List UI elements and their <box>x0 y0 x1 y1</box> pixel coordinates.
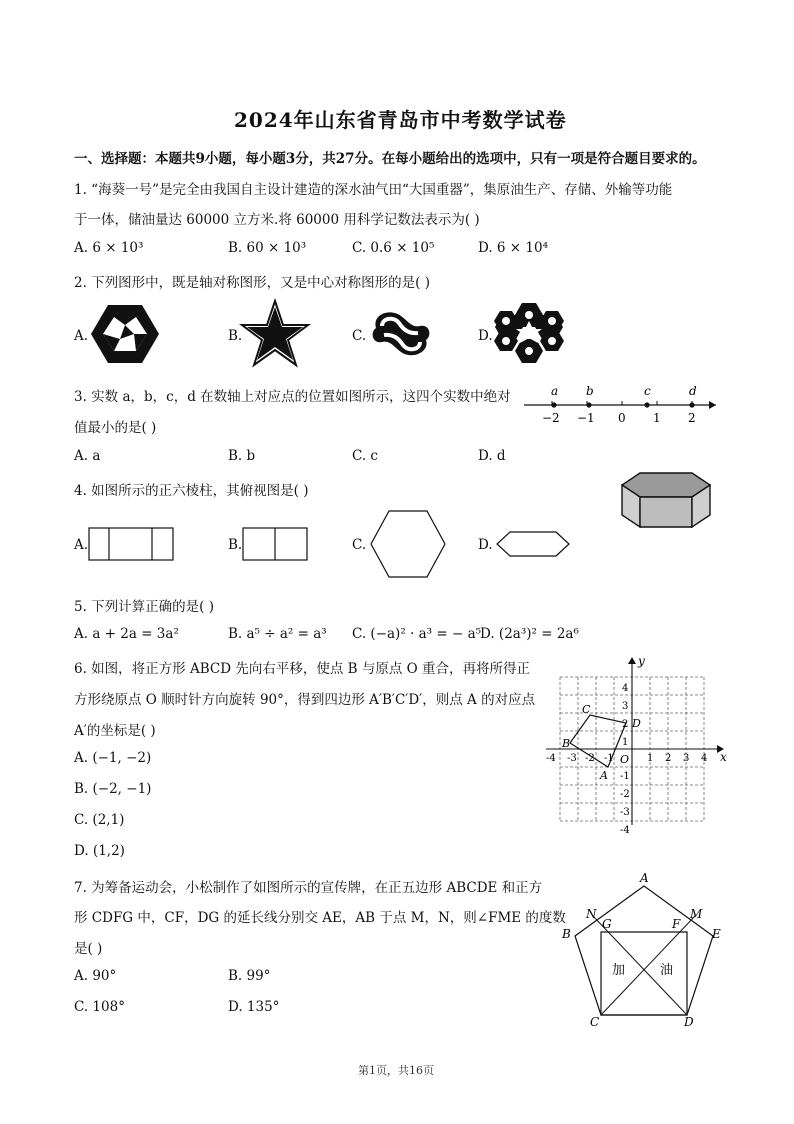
q6-option-d: D. (1,2) <box>74 843 125 859</box>
question-3-line-1: 3. 实数 a，b，c，d 在数轴上对应点的位置如图所示，这四个实数中绝对 <box>74 389 511 405</box>
question-7-line-1: 7. 为筹备运动会，小松制作了如图所示的宣传牌，在正五边形 ABCDE 和正方 <box>74 880 543 896</box>
fig-point-n: N <box>586 907 597 921</box>
q2-label-a: A. <box>74 328 89 344</box>
y-tick: 2 <box>622 719 629 730</box>
y-tick: 3 <box>622 701 629 712</box>
axis-tick-neg1: −1 <box>577 411 595 425</box>
x-tick: 3 <box>683 753 690 764</box>
x-tick: 1 <box>647 753 654 764</box>
x-tick: -3 <box>567 753 577 764</box>
y-tick: 4 <box>622 683 629 694</box>
axis-point-b: b <box>586 384 594 398</box>
y-tick: 1 <box>622 737 629 748</box>
graph-point-c: C <box>582 703 591 716</box>
q7-option-a: A. 90° <box>74 968 117 984</box>
q2-label-b: B. <box>228 328 243 344</box>
q1-option-a: A. 6 × 10³ <box>74 240 144 256</box>
fig-text-you: 油 <box>660 963 674 978</box>
x-tick: -1 <box>604 753 614 764</box>
fig-point-f: F <box>672 917 681 931</box>
q4-hex-prism <box>620 471 712 531</box>
graph-point-b: B <box>562 737 571 750</box>
axis-tick-0: 0 <box>618 411 626 425</box>
question-6-line-1: 6. 如图，将正方形 ABCD 先向右平移，使点 B 与原点 O 重合，再将所得正 <box>74 661 530 677</box>
question-7-line-3: 是( ) <box>74 941 103 957</box>
q6-coordinate-graph <box>542 655 732 835</box>
graph-point-d: D <box>632 717 641 730</box>
question-2-stem: 2. 下列图形中，既是轴对称图形，又是中心对称图形的是( ) <box>74 275 430 291</box>
q4-option-a-figure <box>88 527 174 561</box>
question-6-line-3: A′的坐标是( ) <box>74 723 156 739</box>
q2-label-c: C. <box>352 328 367 344</box>
q4-label-a: A. <box>74 537 89 553</box>
graph-y-label: y <box>638 654 645 668</box>
graph-x-label: x <box>720 750 727 764</box>
q2-figure-d <box>494 301 564 365</box>
question-7-line-2: 形 CDFG 中，CF，DG 的延长线分别交 AE，AB 于点 M，N，则∠FME 的度数 <box>74 910 566 926</box>
graph-point-a: A <box>600 769 608 782</box>
fig-point-a: A <box>640 871 649 885</box>
x-tick: 4 <box>701 753 708 764</box>
y-tick: -2 <box>620 789 630 800</box>
axis-tick-neg2: −2 <box>542 411 560 425</box>
axis-point-a: a <box>551 384 559 398</box>
q7-pentagon-figure <box>556 870 726 1030</box>
q5-option-b: B. a⁵ ÷ a² = a³ <box>228 626 327 642</box>
fig-point-g: G <box>602 917 612 931</box>
axis-point-d: d <box>689 384 697 398</box>
fig-point-b: B <box>562 927 571 941</box>
question-1-line-2: 于一体，储油量达 60000 立方米.将 60000 用科学记数法表示为( ) <box>74 212 480 228</box>
q6-option-c: C. (2,1) <box>74 812 125 828</box>
q3-option-d: D. d <box>478 448 506 464</box>
q4-option-b-figure <box>242 527 308 561</box>
y-tick: -4 <box>620 825 630 836</box>
x-tick: -2 <box>585 753 595 764</box>
q3-option-c: C. c <box>352 448 378 464</box>
axis-tick-2: 2 <box>688 411 696 425</box>
q7-option-b: B. 99° <box>228 968 271 984</box>
q1-option-b: B. 60 × 10³ <box>228 240 307 256</box>
x-tick: -4 <box>546 753 556 764</box>
axis-tick-1: 1 <box>653 411 661 425</box>
fig-point-d: D <box>684 1015 694 1029</box>
q4-label-d: D. <box>478 537 493 553</box>
question-5-stem: 5. 下列计算正确的是( ) <box>74 599 214 615</box>
page-footer: 第1页，共16页 <box>358 1064 434 1077</box>
axis-point-c: c <box>644 384 651 398</box>
y-tick: -3 <box>620 807 630 818</box>
q2-figure-c <box>368 306 434 362</box>
fig-point-e: E <box>712 927 721 941</box>
fig-text-jia: 加 <box>612 963 626 978</box>
graph-origin: O <box>620 753 630 766</box>
q7-option-c: C. 108° <box>74 999 125 1015</box>
y-tick: -1 <box>620 771 630 782</box>
fig-point-c: C <box>590 1015 600 1029</box>
q4-label-b: B. <box>228 537 243 553</box>
section-header: 一、选择题：本题共9小题，每小题3分，共27分。在每小题给出的选项中，只有一项是符合题目要求的。 <box>74 151 706 167</box>
q6-option-a: A. (−1, −2) <box>74 750 152 766</box>
q4-label-c: C. <box>352 537 367 553</box>
q4-option-d-figure <box>496 531 570 557</box>
q2-figure-a <box>90 303 160 365</box>
q2-figure-b <box>240 299 310 367</box>
question-6-line-2: 方形绕原点 O 顺时针方向旋转 90°，得到四边形 A′B′C′D′，则点 A 的对应点 <box>74 692 536 708</box>
q7-option-d: D. 135° <box>228 999 280 1015</box>
q3-option-b: B. b <box>228 448 256 464</box>
question-3-line-2: 值最小的是( ) <box>74 420 157 436</box>
question-1-line-1: 1. “海葵一号”是完全由我国自主设计建造的深水油气田“大国重器”，集原油生产、存储、外输等功能 <box>74 182 673 198</box>
q1-option-d: D. 6 × 10⁴ <box>478 240 548 256</box>
question-4-stem: 4. 如图所示的正六棱柱，其俯视图是( ) <box>74 483 309 499</box>
x-tick: 2 <box>665 753 672 764</box>
q4-option-c-figure <box>370 510 446 578</box>
q5-option-a: A. a + 2a = 3a² <box>74 626 179 642</box>
q3-option-a: A. a <box>74 448 101 464</box>
page-title: 2024年山东省青岛市中考数学试卷 <box>234 108 567 132</box>
q2-label-d: D. <box>478 328 493 344</box>
q1-option-c: C. 0.6 × 10⁵ <box>352 240 435 256</box>
fig-point-m: M <box>690 907 703 921</box>
q5-option-c: C. (−a)² · a³ = − a⁵ <box>352 626 482 642</box>
q5-option-d: D. (2a³)² = 2a⁶ <box>480 626 579 642</box>
q3-number-line <box>520 380 720 430</box>
q6-option-b: B. (−2, −1) <box>74 781 152 797</box>
